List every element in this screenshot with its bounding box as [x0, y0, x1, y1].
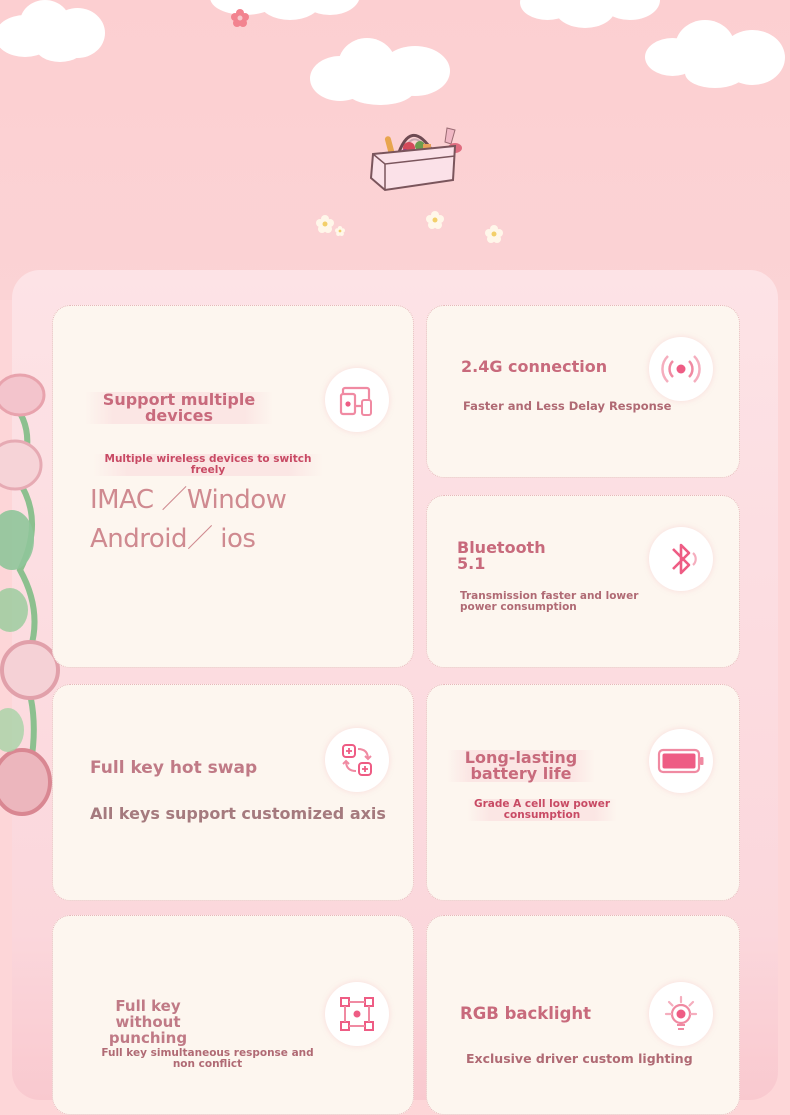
feature-description: Grade A cell low power consumption	[467, 799, 617, 821]
feature-card-bluetooth	[426, 495, 740, 668]
multi-device-icon	[325, 368, 389, 432]
feature-card-hot-swap	[52, 684, 414, 901]
feature-description: All keys support customized axis	[90, 804, 386, 823]
feature-title: RGB backlight	[460, 1004, 592, 1023]
feature-card-no-punching	[52, 915, 414, 1115]
feature-title: Full key hot swap	[90, 758, 258, 778]
tulip-decoration	[0, 370, 60, 830]
feature-description: Exclusive driver custom lighting	[466, 1051, 693, 1066]
key-matrix-icon	[325, 982, 389, 1046]
cloud-decoration	[645, 20, 790, 90]
supported-systems	[90, 481, 286, 559]
feature-description: Full key simultaneous response and non conflict	[101, 1047, 314, 1070]
feature-card-battery	[426, 684, 740, 901]
systems-line: Android／ ios	[90, 524, 256, 554]
feature-card-rgb	[426, 915, 740, 1115]
feature-card-24g	[426, 305, 740, 478]
feature-title: Bluetooth 5.1	[457, 538, 546, 573]
feature-description: Multiple wireless devices to switch freely	[93, 454, 323, 476]
feature-title: Full key without punching	[108, 997, 188, 1047]
systems-line: IMAC ／Window	[90, 485, 287, 515]
flower-icon	[335, 226, 345, 236]
cloud-decoration	[520, 0, 660, 30]
feature-title: Support multiple devices	[85, 392, 273, 424]
flower-icon	[231, 9, 249, 27]
bluetooth-icon	[649, 527, 713, 591]
swap-icon	[325, 728, 389, 792]
cloud-decoration	[310, 38, 455, 108]
feature-title: 2.4G connection	[461, 357, 608, 376]
flower-icon	[485, 225, 503, 243]
wireless-signal-icon	[649, 337, 713, 401]
battery-icon	[649, 729, 713, 793]
feature-title: Long-lasting battery life	[447, 750, 595, 782]
feature-description: Transmission faster and lower power consumption	[460, 590, 639, 613]
feature-description: Faster and Less Delay Response	[463, 399, 672, 413]
feature-card-multi-device	[52, 305, 414, 668]
flower-icon	[316, 215, 334, 233]
cloud-decoration	[0, 0, 115, 70]
picnic-basket-icon	[365, 118, 470, 198]
light-bulb-icon	[649, 982, 713, 1046]
flower-icon	[426, 211, 444, 229]
